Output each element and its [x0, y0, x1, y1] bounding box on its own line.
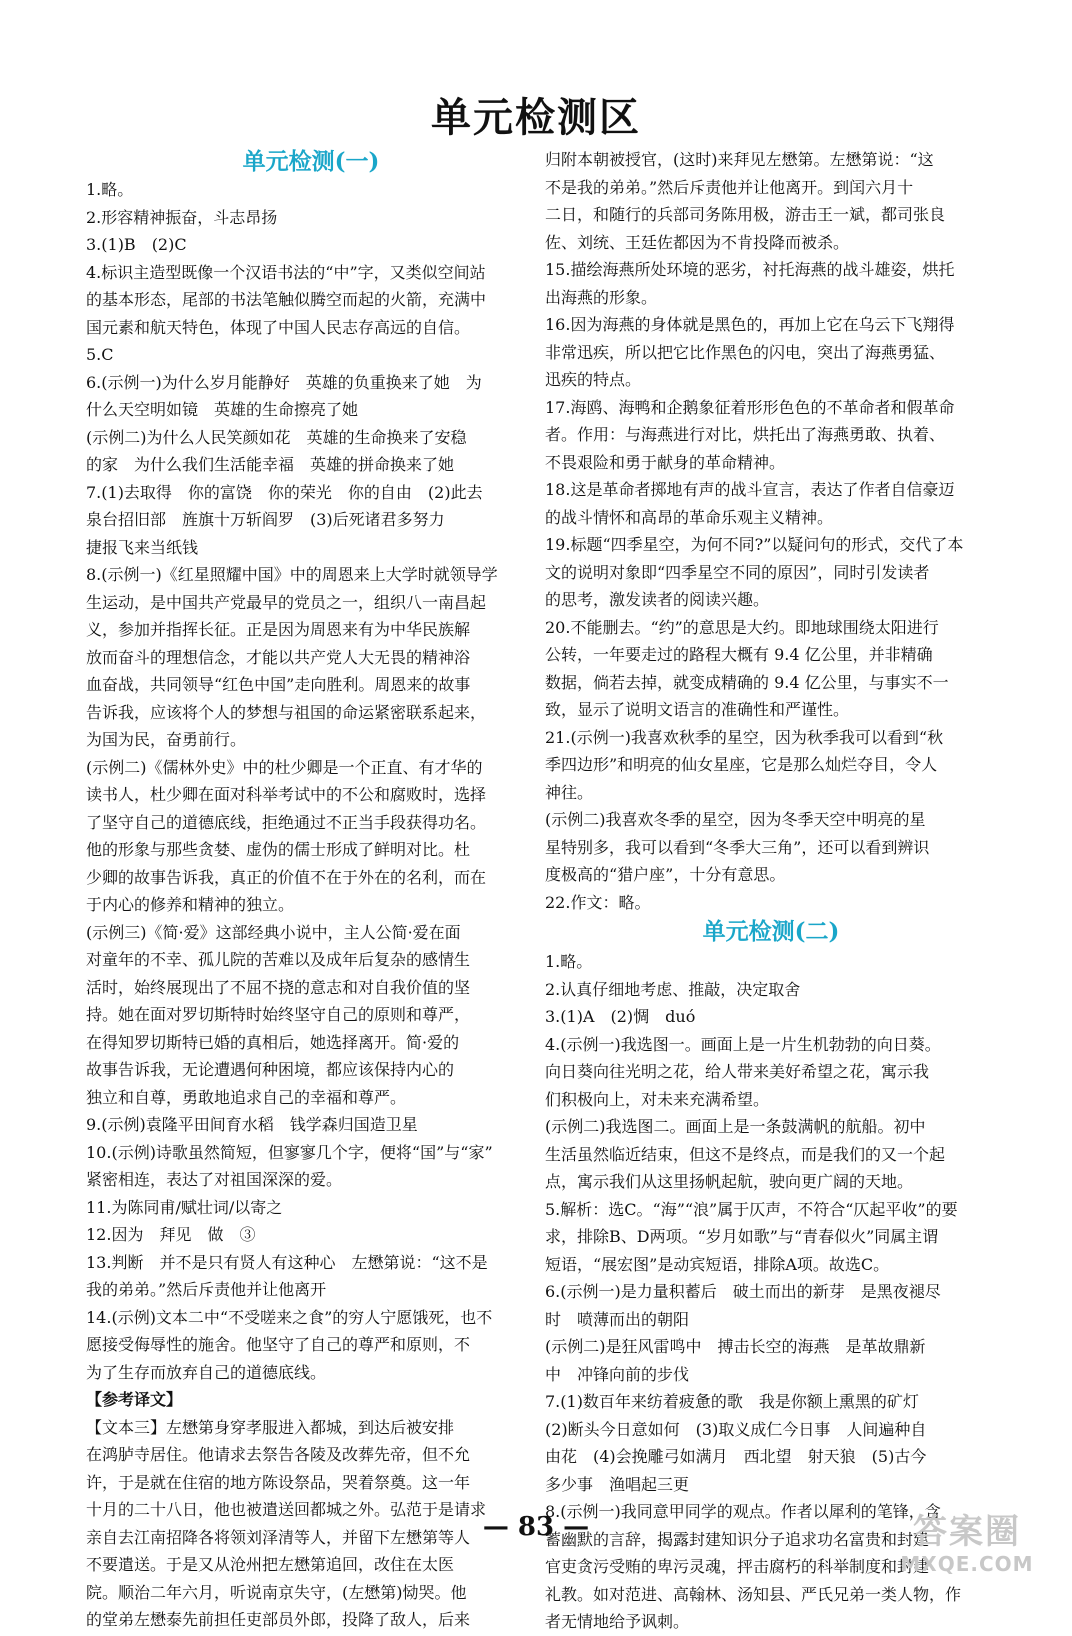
answer-line: 为了生存而放弃自己的道德底线。: [86, 1362, 327, 1382]
answer-line: 多少事 渔唱起三更: [545, 1474, 690, 1494]
answer-line: (示例三)《简·爱》这部经典小说中，主人公简·爱在面: [86, 922, 461, 942]
answer-line: 6.(示例一)是力量积蓄后 破土而出的新芽 是黑夜褪尽: [545, 1282, 941, 1301]
answer-line: (示例二)我喜欢冬季的星空，因为冬季天空中明亮的星: [545, 810, 926, 829]
answer-line: 求，排除B、D两项。“岁月如歌”与“青春似火”同属主谓: [545, 1227, 939, 1246]
page-title: 单元检测区: [431, 94, 641, 141]
answer-line: 17.海鸥、海鸭和企鹅象征着形形色色的不革命者和假革命: [545, 397, 955, 417]
answer-line: 礼教。如对范进、高翰林、汤知县、严氏兄弟一类人物，作: [545, 1584, 962, 1604]
answer-line: 不畏艰险和勇于献身的革命精神。: [545, 452, 786, 472]
answer-line: 9.(示例)袁隆平田间育水稻 钱学森归国造卫星: [86, 1115, 418, 1134]
answer-line: 紧密相连，表达了对祖国深深的爱。: [86, 1170, 343, 1189]
answer-line: 12.因为 拜见 做 ③: [86, 1225, 256, 1244]
answer-line: 8.(示例一)《红星照耀中国》中的周恩来上大学时就领导学: [86, 565, 498, 584]
answer-line: 我的弟弟。”然后斥责他并让他离开: [86, 1280, 327, 1299]
answer-line: 13.判断 并不是只有贤人有这种心 左懋第说：“这不是: [86, 1252, 488, 1272]
answer-line: 不是我的弟弟。”然后斥责他并让他离开。到闰六月十: [545, 177, 914, 197]
answer-line: 院。顺治二年六月，听说南京失守，(左懋第)恸哭。他: [86, 1582, 467, 1602]
answer-line: 20.不能删去。“约”的意思是大约。即地球围绕太阳进行: [545, 617, 939, 637]
answer-line: 6.(示例一)为什么岁月能静好 英雄的负重换来了她 为: [86, 372, 482, 392]
answer-line: 在得知罗切斯特已婚的真相后，她选择离开。简·爱的: [86, 1032, 460, 1052]
answer-line: 21.(示例一)我喜欢秋季的星空，因为秋季我可以看到“秋: [545, 727, 944, 747]
answer-line: 公转，一年要走过的路程大概有 9.4 亿公里，并非精确: [545, 645, 933, 664]
answer-line: 对童年的不幸、孤儿院的苦难以及成年后复杂的感情生: [86, 950, 471, 969]
answer-line: 蓄幽默的言辞，揭露封建知识分子追求功名富贵和封建: [545, 1529, 930, 1549]
answer-line: 故事告诉我，无论遭遇何种困境，都应该保持内心的: [86, 1060, 455, 1079]
answer-line: 神往。: [545, 782, 594, 802]
watermark-url: MXQE.COM: [900, 1552, 1034, 1576]
answer-line: 度极高的“猎户座”，十分有意思。: [545, 865, 786, 884]
answer-line: 3.(1)A (2)惆 duó: [545, 1007, 696, 1026]
left-column: [86, 148, 536, 1634]
answer-line: 【文本三】左懋第身穿孝服进入都城，到达后被安排: [86, 1417, 455, 1437]
answer-line: 星特别多，我可以看到“冬季大三角”，还可以看到辨识: [545, 837, 930, 857]
right-column: [545, 146, 997, 1636]
left-answer-list: [86, 176, 536, 1634]
answer-line: 亲自去江南招降各将领刘泽清等人，并留下左懋第等人: [86, 1527, 471, 1547]
answer-line: 国元素和航天特色，体现了中国人民志存高远的自信。: [86, 317, 471, 337]
answer-line: 7.(1)去取得 你的富饶 你的荣光 你的自由 (2)此去: [86, 482, 483, 502]
answer-line: 捷报飞来当纸钱: [86, 537, 199, 557]
answer-line: 4.标识主造型既像一个汉语书法的“中”字，又类似空间站: [86, 262, 486, 282]
answer-line: 的基本形态，尾部的书法笔触似腾空而起的火箭，充满中: [86, 290, 487, 309]
answer-line: (2)断头今日意如何 (3)取义成仁今日事 人间遍种自: [545, 1419, 927, 1439]
answer-line: 3.(1)B (2)C: [86, 235, 187, 254]
answer-line: 生运动，是中国共产党最早的党员之一，组织八一南昌起: [86, 592, 487, 612]
answer-line: 季四边形”和明亮的仙女星座，它是那么灿烂夺目，令人: [545, 755, 938, 774]
answer-line: 致，显示了说明文语言的准确性和严谨性。: [545, 700, 850, 719]
answer-line: 泉台招旧部 旌旗十万斩阎罗 (3)后死诸君多努力: [86, 510, 445, 529]
answer-line: 者无情地给予讽刺。: [545, 1612, 690, 1631]
answer-line: 5.C: [86, 345, 114, 364]
watermark-logo: [892, 1512, 1042, 1582]
answer-line: 短语，“展宏图”是动宾短语，排除A项。故选C。: [545, 1254, 890, 1274]
answer-line: 7.(1)数百年来纺着疲惫的歌 我是你额上熏黑的矿灯: [545, 1392, 919, 1411]
answer-line: 为国为民，奋勇前行。: [86, 730, 247, 749]
right-answer-list-continued: [545, 146, 997, 916]
answer-line: 2.形容精神振奋，斗志昂扬: [86, 207, 278, 227]
answer-line: 义，参加并指挥长征。正是因为周恩来有为中华民族解: [86, 620, 471, 639]
answer-line: 什么天空明如镜 英雄的生命擦亮了她: [86, 400, 359, 419]
watermark-logo-text: 答案圈: [913, 1512, 1021, 1552]
answer-line: 告诉我，应该将个人的梦想与祖国的命运紧密联系起来，: [86, 702, 487, 722]
answer-line: 由花 (4)会挽雕弓如满月 西北望 射天狼 (5)古今: [545, 1447, 927, 1466]
answer-line: 迅疾的特点。: [545, 370, 642, 389]
answer-line: 14.(示例)文本二中“不受嗟来之食”的穷人宁愿饿死，也不: [86, 1307, 493, 1327]
page-number: — 83 —: [482, 1512, 590, 1542]
answer-line: (示例二)《儒林外史》中的杜少卿是一个正直、有才华的: [86, 757, 483, 777]
answer-line: 放而奋斗的理想信念，才能以共产党人大无畏的精神浴: [86, 647, 471, 667]
answer-line: (示例二)是狂风雷鸣中 搏击长空的海燕 是革故鼎新: [545, 1337, 926, 1356]
answer-line: 非常迅疾，所以把它比作黑色的闪电，突出了海燕勇猛、: [545, 342, 946, 362]
answer-line: 读书人，杜少卿在面对科举考试中的不公和腐败时，选择: [86, 785, 487, 804]
answer-line: 【参考译文】: [86, 1390, 183, 1409]
answer-line: 5.解析：选C。“海”“浪”属于仄声，不符合“仄起平收”的要: [545, 1199, 958, 1219]
answer-line: 11.为陈同甫/赋壮词/以寄之: [86, 1197, 283, 1217]
answer-line: 官吏贪污受贿的卑污灵魂，抨击腐朽的科举制度和封建: [545, 1557, 930, 1576]
answer-line: 点，寓示我们从这里扬帆起航，驶向更广阔的天地。: [545, 1172, 914, 1191]
answer-line: 4.(示例一)我选图一。画面上是一片生机勃勃的向日葵。: [545, 1034, 941, 1054]
answer-line: 独立和自尊，勇敢地追求自己的幸福和尊严。: [86, 1087, 407, 1107]
answer-line: 18.这是革命者掷地有声的战斗宣言，表达了作者自信豪迈: [545, 480, 955, 499]
answer-line: 时 喷薄而出的朝阳: [545, 1309, 690, 1329]
answer-line: (示例二)为什么人民笑颜如花 英雄的生命换来了安稳: [86, 427, 467, 447]
answer-line: 1.略。: [545, 952, 593, 971]
answer-line: 佐、刘统、王廷佐都因为不肯投降而被杀。: [545, 232, 850, 252]
answer-line: 15.描绘海燕所处环境的恶劣，衬托海燕的战斗雄姿，烘托: [545, 260, 955, 279]
answer-line: 的堂弟左懋泰先前担任吏部员外郎，投降了敌人，后来: [86, 1610, 471, 1629]
answer-line: 16.因为海燕的身体就是黑色的，再加上它在乌云下飞翔得: [545, 315, 955, 334]
answer-line: 在鸿胪寺居住。他请求去祭告各陵及改葬先帝，但不允: [86, 1445, 471, 1464]
answer-line: (示例二)我选图二。画面上是一条鼓满帆的航船。初中: [545, 1117, 926, 1136]
answer-line: 少卿的故事告诉我，真正的价值不在于外在的名利，而在: [86, 867, 487, 887]
answer-line: 者。作用：与海燕进行对比，烘托出了海燕勇敢、执着、: [545, 425, 946, 444]
answer-line: 于内心的修养和精神的独立。: [86, 895, 295, 914]
answer-line: 他的形象与那些贪婪、虚伪的儒士形成了鲜明对比。杜: [86, 840, 471, 859]
answer-line: 血奋战，共同领导“红色中国”走向胜利。周恩来的故事: [86, 675, 471, 694]
answer-line: 2.认真仔细地考虑、推敲，决定取舍: [545, 979, 801, 999]
answer-line: 生活虽然临近结束，但这不是终点，而是我们的又一个起: [545, 1144, 946, 1164]
answer-line: 中 冲锋向前的步伐: [545, 1364, 690, 1384]
answer-line: 10.(示例)诗歌虽然简短，但寥寥几个字，便将“国”与“家”: [86, 1142, 493, 1162]
answer-line: 活时，始终展现出了不屈不挠的意志和对自我价值的坚: [86, 977, 471, 997]
answer-line: 数据，倘若去掉，就变成精确的 9.4 亿公里，与事实不一: [545, 672, 949, 692]
answer-line: 了坚守自己的道德底线，拒绝通过不正当手段获得功名。: [86, 812, 487, 832]
answer-line: 十月的二十八日，他也被遣送回都城之外。弘范于是请求: [86, 1500, 487, 1519]
answer-line: 愿接受侮辱性的施舍。他坚守了自己的尊严和原则，不: [86, 1335, 471, 1354]
section-heading-unit-test-2: 单元检测(二): [702, 918, 840, 945]
answer-line: 的战斗情怀和高昂的革命乐观主义精神。: [545, 507, 834, 527]
answer-line: 1.略。: [86, 180, 134, 199]
answer-line: 二日，和随行的兵部司务陈用极，游击王一斌，都司张良: [545, 205, 946, 224]
answer-line: 的家 为什么我们生活能幸福 英雄的拼命换来了她: [86, 455, 455, 474]
answer-line: 持。她在面对罗切斯特时始终坚守自己的原则和尊严，: [86, 1005, 471, 1024]
answer-line: 们积极向上，对未来充满希望。: [545, 1089, 770, 1109]
answer-line: 19.标题“四季星空，为何不同?”以疑问句的形式，交代了本: [545, 535, 964, 554]
answer-line: 的思考，激发读者的阅读兴趣。: [545, 590, 770, 609]
answer-line: 8.(示例一)我同意甲同学的观点。作者以犀利的笔锋，含: [545, 1502, 941, 1521]
answer-line: 不要遣送。于是又从沧州把左懋第追回，改住在太医: [86, 1555, 455, 1574]
section-heading-unit-test-1: 单元检测(一): [242, 148, 380, 175]
answer-line: 归附本朝被授官，(这时)来拜见左懋第。左懋第说：“这: [545, 150, 934, 169]
answer-line: 向日葵向往光明之花，给人带来美好希望之花，寓示我: [545, 1062, 930, 1081]
answer-line: 许，于是就在住宿的地方陈设祭品，哭着祭奠。这一年: [86, 1472, 471, 1492]
answer-line: 22.作文：略。: [545, 892, 651, 912]
answer-line: 出海燕的形象。: [545, 287, 658, 307]
answer-line: 文的说明对象即“四季星空不同的原因”，同时引发读者: [545, 562, 930, 582]
